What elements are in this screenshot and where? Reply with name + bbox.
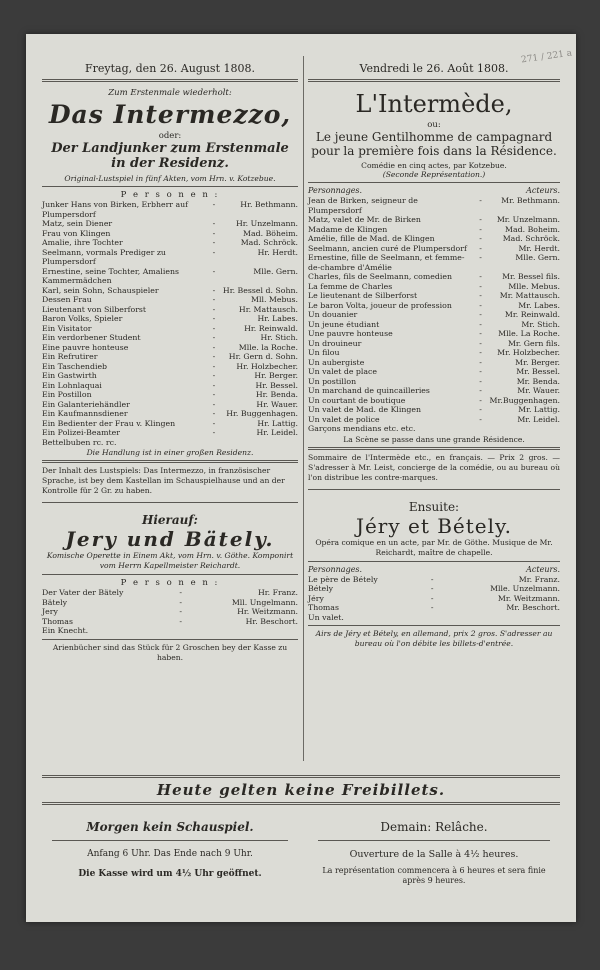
cast-row (308, 405, 560, 415)
actor-name: Mr. Beschort. (506, 603, 560, 612)
leader-dash: - (430, 574, 434, 584)
actor-name: Mr. Stich. (521, 319, 560, 329)
title-fr: L'Intermède, (355, 90, 513, 118)
role-name: Un valet de place (308, 367, 378, 376)
oder-de: oder: (158, 131, 182, 141)
actor-name: Mr. Weitzmann. (497, 593, 560, 603)
role-name: Un douanier (308, 310, 358, 319)
cast-row (42, 286, 298, 296)
genre-de: Original-Lustspiel in fünf Akten, vom Hrn. v. Kotzebue. (64, 174, 276, 183)
role-name: Un courtant de boutique (308, 395, 406, 405)
column-divider (303, 56, 304, 761)
rule (42, 802, 560, 805)
date-fr: Vendredi le 26. Août 1808. (359, 62, 509, 75)
leader-dash: - (479, 338, 482, 348)
role-name: Lieutenant von Silberforst (42, 304, 147, 314)
cast-row (308, 396, 560, 406)
leader-dash: - (479, 357, 482, 367)
cast-row (308, 301, 560, 311)
rule (308, 182, 560, 183)
leader-dash: - (479, 367, 482, 376)
cast-row (308, 272, 560, 282)
cast-row (42, 607, 298, 617)
actor-name: Hr. Buggenhagen. (226, 409, 298, 418)
cast2-heading-de: P e r s o n e n : (120, 578, 220, 588)
actor-name: Mr. Berger. (515, 357, 560, 367)
leader-dash: - (479, 386, 482, 395)
cast-row (308, 348, 560, 358)
role-name: Ernestine, fille de Seelmann, et femme-de-chambre d'Amélie (308, 253, 465, 272)
role-name: Seelmann, vormals Prediger zu Plumpersdorf (42, 247, 166, 266)
role-name: Garçons mendians etc. etc. (308, 424, 416, 433)
cast-row (308, 367, 560, 377)
role-name: Der Vater der Bätely (42, 588, 124, 597)
anfang-de: Anfang 6 Uhr. Das Ende nach 9 Uhr. (87, 849, 253, 859)
cast-row (42, 295, 298, 305)
actor-name: Hr. Berger. (254, 371, 298, 380)
role-name: Eine pauvre honteuse (42, 342, 129, 352)
actor-name: Mr. Herdt. (518, 243, 560, 253)
cast-row (42, 238, 298, 248)
cast-row (308, 584, 560, 594)
leader-dash (207, 438, 221, 448)
actor-name: Mr. Bessel. (516, 367, 560, 376)
role-name: Thomas (42, 616, 73, 626)
cast-row (42, 438, 298, 448)
actor-name: Mr.Buggenhagen. (489, 395, 560, 405)
actor-name: Hr. Stich. (260, 333, 298, 342)
leader-dash: - (212, 428, 216, 437)
leader-dash: - (479, 234, 482, 243)
role-name: Dessen Frau (42, 295, 92, 304)
actor-name (439, 613, 560, 623)
leader-dash: - (212, 342, 216, 352)
role-name: La femme de Charles (308, 281, 393, 291)
actor-name: Mr. Unzelmann. (496, 215, 560, 224)
role-name: Ein Postillon (42, 390, 92, 399)
role-name: Un marchand de quincailleries (308, 386, 430, 395)
leader-dash: - (212, 200, 216, 209)
cast-row (42, 428, 298, 438)
role-name: Amalie, ihre Tochter (42, 238, 123, 247)
leader-dash: - (479, 300, 482, 310)
actor-name: Mr. Franz. (518, 574, 560, 584)
role-name: Jéry (308, 593, 324, 603)
cast-row (308, 613, 560, 623)
cast-row (42, 419, 298, 429)
cast-row (42, 400, 298, 410)
role-name: Un postillon (308, 376, 357, 386)
role-name: Ein Visitator (42, 323, 92, 333)
role-name: Ein Galanteriehändler (42, 399, 130, 409)
leader-dash: - (430, 584, 434, 593)
actor-name: Mad. Schröck. (502, 234, 560, 243)
genre-fr: Comédie en cinq actes, par Kotzebue. (361, 161, 507, 170)
role-name: Un valet de police (308, 414, 380, 424)
scene-fr: La Scène se passe dans une grande Résidence. (343, 434, 525, 444)
cast-row (42, 333, 298, 343)
cast-row (42, 409, 298, 419)
cast-row (42, 381, 298, 391)
actor-name: Hr. Beschort. (245, 616, 298, 626)
role-name: Bétely (308, 584, 333, 593)
leader-dash: - (479, 291, 482, 300)
cast-row (308, 225, 560, 235)
leader-dash: - (212, 238, 216, 247)
actor-name: Hr. Wauer. (256, 399, 298, 409)
role-name: Jean de Birken, seigneur de Plumpersdorf (308, 196, 418, 215)
actor-name: Mr. Gern fils. (507, 338, 560, 348)
actor-name: Mlle. Unzelmann. (490, 584, 560, 593)
role-name: Le père de Bétely (308, 574, 378, 584)
cast-row (42, 352, 298, 362)
morgen-de: Morgen kein Schauspiel. (86, 820, 254, 834)
leader-dash: - (212, 219, 216, 228)
leader-dash: - (212, 333, 216, 342)
ou-fr: ou: (427, 120, 441, 130)
cast2-table-fr (308, 575, 560, 623)
actor-name: Mr. Bessel fils. (502, 272, 560, 281)
genre2-fr: Opéra comique en un acte, par Mr. de Göthe. Musique de Mr. Reichardt, maître de chapelle. (315, 537, 553, 557)
leader-dash: - (212, 399, 216, 409)
cast2-header-fr (308, 565, 560, 574)
actor-name: Hr. Bessel d. Sohn. (222, 285, 298, 295)
cast-row (42, 390, 298, 400)
role-name: Karl, sein Sohn, Schauspieler (42, 285, 159, 295)
leader-dash: - (479, 215, 482, 224)
role-name: Baron Volks, Spieler (42, 314, 123, 323)
actors-header: Acteurs. (526, 186, 560, 195)
cast-row (308, 320, 560, 330)
leader-dash: - (479, 414, 482, 424)
actor-name: Mr. Benda. (516, 376, 560, 386)
title-de: Das Intermezzo, (48, 100, 292, 129)
cast-row (308, 594, 560, 604)
role-name: Jery (42, 607, 58, 616)
leader-dash: - (212, 228, 216, 238)
cast-row (42, 626, 298, 636)
cast-row (42, 598, 298, 608)
cast-row (42, 219, 298, 229)
cast-row (308, 358, 560, 368)
leader-dash: - (179, 597, 183, 607)
leader-dash: - (212, 323, 216, 333)
rule (42, 639, 298, 640)
actor-name: Mr. Lattig. (518, 405, 560, 414)
commence-fr: La représentation commencera à 6 heures et sera finie après 9 heures. (322, 866, 546, 885)
leader-dash: - (179, 607, 183, 616)
kasse-de: Die Kasse wird um 4½ Uhr geöffnet. (78, 869, 262, 879)
footer-de (42, 820, 298, 879)
rule (42, 186, 298, 187)
actor-name: Hr. Weitzmann. (237, 607, 298, 616)
leader-dash: - (212, 390, 216, 399)
actor-name: Mll. Ungelmann. (231, 597, 298, 607)
rule (42, 574, 298, 575)
actor-name: Hr. Herdt. (257, 247, 298, 257)
leader-dash: - (212, 295, 216, 304)
cast-table-fr (308, 196, 560, 434)
role-name: Ein Taschendieb (42, 361, 108, 371)
cast-heading-de: P e r s o n e n : (120, 190, 220, 200)
actor-name: Mad. Boheim. (504, 224, 560, 234)
cast-row (42, 305, 298, 315)
rule (308, 561, 560, 562)
leader-dash: - (212, 247, 216, 257)
rule (308, 79, 560, 82)
cast-row (42, 314, 298, 324)
role-name: Matz, sein Diener (42, 219, 113, 228)
actor-name: Mlle. la Roche. (238, 342, 298, 352)
role-name: Seelmann, ancien curé de Plumpersdorf (308, 243, 467, 253)
actor-name: Hr. Leidel. (256, 428, 298, 437)
actor-name: Hr. Lattig. (257, 418, 298, 428)
subtitle-fr: Le jeune Gentilhomme de campagnard pour la première fois dans la Résidence. (311, 130, 557, 158)
cast-row (42, 200, 298, 219)
actor-name: Mr. Leidel. (517, 414, 560, 424)
cast-row (308, 339, 560, 349)
role-name: Un valet de Mad. de Klingen (308, 405, 422, 414)
cast-row (308, 310, 560, 320)
cast-row (308, 575, 560, 585)
role-name: Un aubergiste (308, 357, 365, 367)
actor-name: Mlle. La Roche. (498, 329, 560, 338)
cast-row (308, 215, 560, 225)
announce-de: Zum Erstenmale wiederholt: (108, 88, 232, 98)
leader-dash: - (479, 395, 482, 405)
leader-dash: - (479, 329, 482, 338)
cast-row (42, 588, 298, 598)
role-name: Ernestine, seine Tochter, Amaliens Kammermädchen (42, 266, 180, 285)
leader-dash (174, 626, 188, 636)
leader-dash: - (212, 409, 216, 418)
title2-de: Jery und Bätely. (65, 527, 275, 551)
leader-dash: - (212, 266, 216, 276)
leader-dash (474, 424, 488, 434)
cast-row (308, 253, 560, 272)
cast-row (308, 244, 560, 254)
leader-dash: - (479, 196, 482, 205)
footer-fr (308, 820, 560, 886)
role-name: Frau von Klingen (42, 228, 111, 238)
role-name: Ein Kaufmannsdiener (42, 409, 128, 418)
rep-fr: (Seconde Représentation.) (382, 170, 486, 179)
actor-name: Hr. Labes. (257, 314, 298, 323)
cast-row (308, 234, 560, 244)
role-name: Matz, valet de Mr. de Birken (308, 215, 421, 224)
hierauf-label: Hierauf: (142, 513, 198, 527)
role-name: Junker Hans von Birken, Erbherr auf Plumpersdorf (42, 200, 189, 219)
actor-name (188, 626, 298, 636)
leader-dash: - (479, 376, 482, 386)
leader-dash: - (479, 281, 482, 291)
actor-name: Mr. Holzbecher. (497, 348, 560, 357)
cast-table-de (42, 200, 298, 447)
actor-name: Hr. Gern d. Sohn. (228, 352, 298, 361)
cast-row (42, 362, 298, 372)
cast-row (308, 386, 560, 396)
cast-row (42, 229, 298, 239)
ensuite-label: Ensuite: (408, 499, 460, 514)
actor-name: Mr. Mattausch. (499, 291, 560, 300)
actor-name (488, 424, 560, 434)
leader-dash: - (179, 588, 183, 597)
actor-name: Mr. Reinwald. (504, 310, 560, 319)
banner-section (42, 772, 560, 808)
actor-name: Mad. Böheim. (242, 228, 298, 238)
role-name: Le lieutenant de Silberforst (308, 291, 418, 300)
libretto-de: Arienbücher sind das Stück für 2 Groschen bey der Kasse zu haben. (52, 642, 288, 662)
leader-dash: - (212, 418, 216, 428)
cast-row (42, 267, 298, 286)
role-name: Une pauvre honteuse (308, 329, 393, 338)
actor-name: Mlle. Gern. (515, 253, 560, 262)
role-name: Bätely (42, 597, 68, 607)
role-name: Ein Refrutirer (42, 352, 98, 361)
actor-name (221, 438, 298, 448)
summary-fr: Sommaire de l'Intermède etc., en français. — Prix 2 gros. — S'adresser à Mr. Leist, concierge de la comédie, ou au bureau où l'on distribue les contre-marques. (308, 452, 560, 482)
playbill-sheet (26, 34, 576, 922)
cast-row (308, 377, 560, 387)
actor-name: Hr. Unzelmann. (236, 219, 298, 228)
role-name: Ein Gastwirth (42, 371, 97, 380)
role-name: Ein Lohnlaquai (42, 380, 102, 390)
role-name: Thomas (308, 603, 339, 612)
leader-dash: - (479, 243, 482, 253)
actor-name: Mlle. Gern. (253, 266, 298, 276)
german-column (42, 48, 298, 663)
archive-stamp: 271 / 221 a (520, 48, 573, 66)
actors-header: Acteurs. (526, 564, 560, 574)
genre2-de: Komische Operette in Einem Akt, vom Hrn. v. Göthe. Komponirt vom Herrn Kapellmeister Reichardt. (46, 551, 294, 570)
actor-name: Hr. Benda. (255, 390, 298, 399)
leader-dash: - (479, 319, 482, 329)
rule (308, 447, 560, 450)
leader-dash: - (179, 616, 183, 626)
leader-dash: - (479, 253, 482, 262)
actor-name: Hr. Bethmann. (240, 200, 298, 209)
role-name: Amélie, fille de Mad. de Klingen (308, 234, 435, 243)
demain-fr: Demain: Relâche. (380, 820, 488, 834)
actor-name: Mll. Mebus. (250, 295, 298, 304)
date-de: Freytag, den 26. August 1808. (85, 62, 255, 75)
cast-row (308, 424, 560, 434)
cast-row (42, 343, 298, 353)
subtitle-de: Der Landjunker zum Erstenmale in der Residenz. (51, 141, 289, 171)
cast-row (42, 371, 298, 381)
leader-dash (425, 613, 439, 623)
actor-name: Mr. Wauer. (517, 386, 560, 395)
rule (308, 625, 560, 626)
cast-header-fr (308, 186, 560, 195)
leader-dash: - (479, 224, 482, 234)
leader-dash: - (430, 593, 434, 603)
rule (52, 840, 288, 841)
leader-dash: - (479, 310, 482, 319)
actor-name: Hr. Bessel. (255, 380, 298, 390)
scene-de: Die Handlung ist in einer großen Residenz. (86, 448, 254, 457)
leader-dash: - (212, 352, 216, 361)
cast-row (308, 415, 560, 425)
banner: Heute gelten keine Freibillets. (156, 781, 446, 799)
cast-row (308, 282, 560, 292)
role-name: Un drouineur (308, 338, 362, 348)
actor-name: Hr. Reinwald. (244, 323, 298, 333)
actor-name: Hr. Holzbecher. (236, 361, 298, 371)
role-name: Ein Polizei-Beamter (42, 428, 121, 437)
leader-dash: - (212, 380, 216, 390)
role-name: Ein verdorbener Student (42, 333, 141, 342)
leader-dash: - (212, 371, 216, 380)
cast-row (42, 324, 298, 334)
actor-name: Mlle. Mebus. (508, 281, 560, 291)
leader-dash: - (212, 304, 216, 314)
actor-name: Hr. Mattausch. (238, 304, 298, 314)
cast2-table-de (42, 588, 298, 636)
summary-de: Der Inhalt des Lustspiels: Das Intermezzo, in französischer Sprache, ist bey dem Kastellan im Schauspielhause und an der Kontrolle für 2 Gr. zu haben. (42, 466, 285, 495)
leader-dash: - (479, 405, 482, 414)
rule (42, 775, 560, 778)
rule (42, 79, 298, 82)
actor-name: Mr. Labes. (518, 300, 560, 310)
role-name: Bettelbuben rc. rc. (42, 437, 117, 447)
title2-fr: Jéry et Bétely. (355, 513, 513, 538)
libretto-fr: Airs de Jéry et Bétely, en allemand, prix 2 gros. S'adresser au bureau où l'on débite les billets-d'entrée. (315, 629, 553, 648)
roles-header: Personnages. (308, 564, 363, 574)
role-name: Un valet. (308, 612, 344, 622)
role-name: Le baron Volta, joueur de profession (308, 300, 452, 310)
leader-dash: - (479, 272, 482, 281)
ouverture-fr: Ouverture de la Salle à 4½ heures. (349, 849, 519, 860)
role-name: Madame de Klingen (308, 224, 388, 234)
role-name: Ein Knecht. (42, 626, 89, 635)
leader-dash: - (479, 348, 482, 357)
cast-row (308, 603, 560, 613)
rule (42, 502, 298, 503)
actor-name: Mad. Schröck. (240, 238, 298, 247)
roles-header: Personnages. (308, 186, 363, 195)
rule (318, 840, 550, 841)
actor-name: Hr. Franz. (257, 588, 298, 597)
cast-row (42, 617, 298, 627)
rule (42, 460, 298, 463)
role-name: Un filou (308, 348, 340, 357)
cast-row (308, 196, 560, 215)
leader-dash: - (212, 361, 216, 371)
leader-dash: - (430, 603, 434, 612)
actor-name: Mr. Bethmann. (501, 196, 560, 205)
cast-row (308, 291, 560, 301)
cast-row (308, 329, 560, 339)
role-name: Ein Bedienter der Frau v. Klingen (42, 418, 176, 428)
leader-dash: - (212, 314, 216, 323)
french-column (308, 48, 560, 649)
role-name: Charles, fils de Seelmann, comedien (308, 272, 452, 281)
leader-dash: - (212, 285, 216, 295)
cast-row (42, 248, 298, 267)
rule (308, 489, 560, 490)
role-name: Un jeune étudiant (308, 319, 380, 329)
